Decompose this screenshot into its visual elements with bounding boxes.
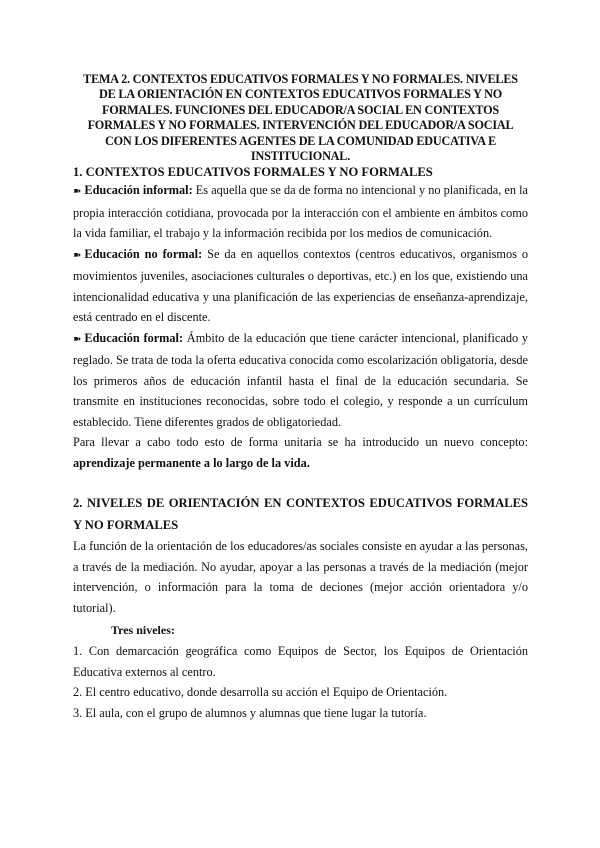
- closing-paragraph: [73, 432, 528, 473]
- item-informal: [73, 180, 528, 244]
- section2-intro: La función de la orientación de los educadores/as sociales consiste en ayudar a las personas, a través de la mediación. No ayudar, apoyar a las personas a través de la mediación (mejor intervención, o información para la toma de deciones (mejor acción orientadora y/o tutorial).: [73, 539, 528, 615]
- term-no-formal: Educación no formal:: [84, 246, 203, 261]
- arrow-bullet-icon: ➽: [73, 333, 82, 345]
- item-no-formal: [73, 244, 528, 328]
- item-formal: [73, 328, 528, 433]
- level-item: 2. El centro educativo, donde desarrolla su acción el Equipo de Orientación.: [73, 685, 448, 700]
- closing-bold: aprendizaje permanente a lo largo de la vida.: [73, 455, 310, 470]
- term-informal: Educación informal:: [84, 183, 193, 198]
- arrow-bullet-icon: ➽: [73, 249, 82, 261]
- closing-text: Para llevar a cabo todo esto de forma unitaria se ha introducido un nuevo concepto:: [73, 435, 528, 450]
- text-informal: Es aquella que se da de forma no intencional y no planificada, en la propia interacción cotidiana, provocada por la interacción con el ambiente en ámbitos como la vida familiar, el trabajo y la información recibida por los medios de comunicación.: [73, 183, 528, 241]
- arrow-bullet-icon: ➽: [73, 186, 82, 198]
- document-title: TEMA 2. CONTEXTOS EDUCATIVOS FORMALES Y NO FORMALES. NIVELES DE LA ORIENTACIÓN EN CONTEXTOS EDUCATIVOS FORMALES Y NO FORMALES. FUNCIONES DEL EDUCADOR/A SOCIAL EN CONTEXTOS FORMALES Y NO FORMALES. INTERVENCIÓN DEL EDUCADOR/A SOCIAL CON LOS DIFERENTES AGENTES DE LA COMUNIDAD EDUCATIVA E INSTITUCIONAL.: [83, 72, 518, 164]
- section2-heading: 2. NIVELES DE ORIENTACIÓN EN CONTEXTOS EDUCATIVOS FORMALES Y NO FORMALES: [73, 496, 528, 533]
- text-no-formal: Se da en aquellos contextos (centros educativos, organismos o movimientos juveniles, asociaciones culturales o deportivas, etc.) en los que, existiendo una intencionalidad educativa y una planificación de las experiencias de enseñanza-aprendizaje, está centrado en el discente.: [73, 246, 528, 325]
- section1-heading: 1. CONTEXTOS EDUCATIVOS FORMALES Y NO FORMALES: [73, 165, 433, 180]
- term-formal: Educación formal:: [84, 330, 184, 345]
- level-item: 1. Con demarcación geográfica como Equipos de Sector, los Equipos de Orientación Educativa externos al centro.: [73, 644, 528, 679]
- level-item: 3. El aula, con el grupo de alumnos y alumnas que tiene lugar la tutoría.: [73, 705, 427, 720]
- levels-subheading: Tres niveles:: [111, 623, 175, 638]
- text-formal: Ámbito de la educación que tiene carácter intencional, planificado y reglado. Se trata de toda la oferta educativa conocida como escolarización obligatoria, desde los primeros años de educación infantil hasta el final de la educación secundaria. Se transmite en instituciones reconocidas, sobre todo el colegio, y responde a un currículum establecido. Tiene diferentes grados de obligatoriedad.: [73, 330, 528, 429]
